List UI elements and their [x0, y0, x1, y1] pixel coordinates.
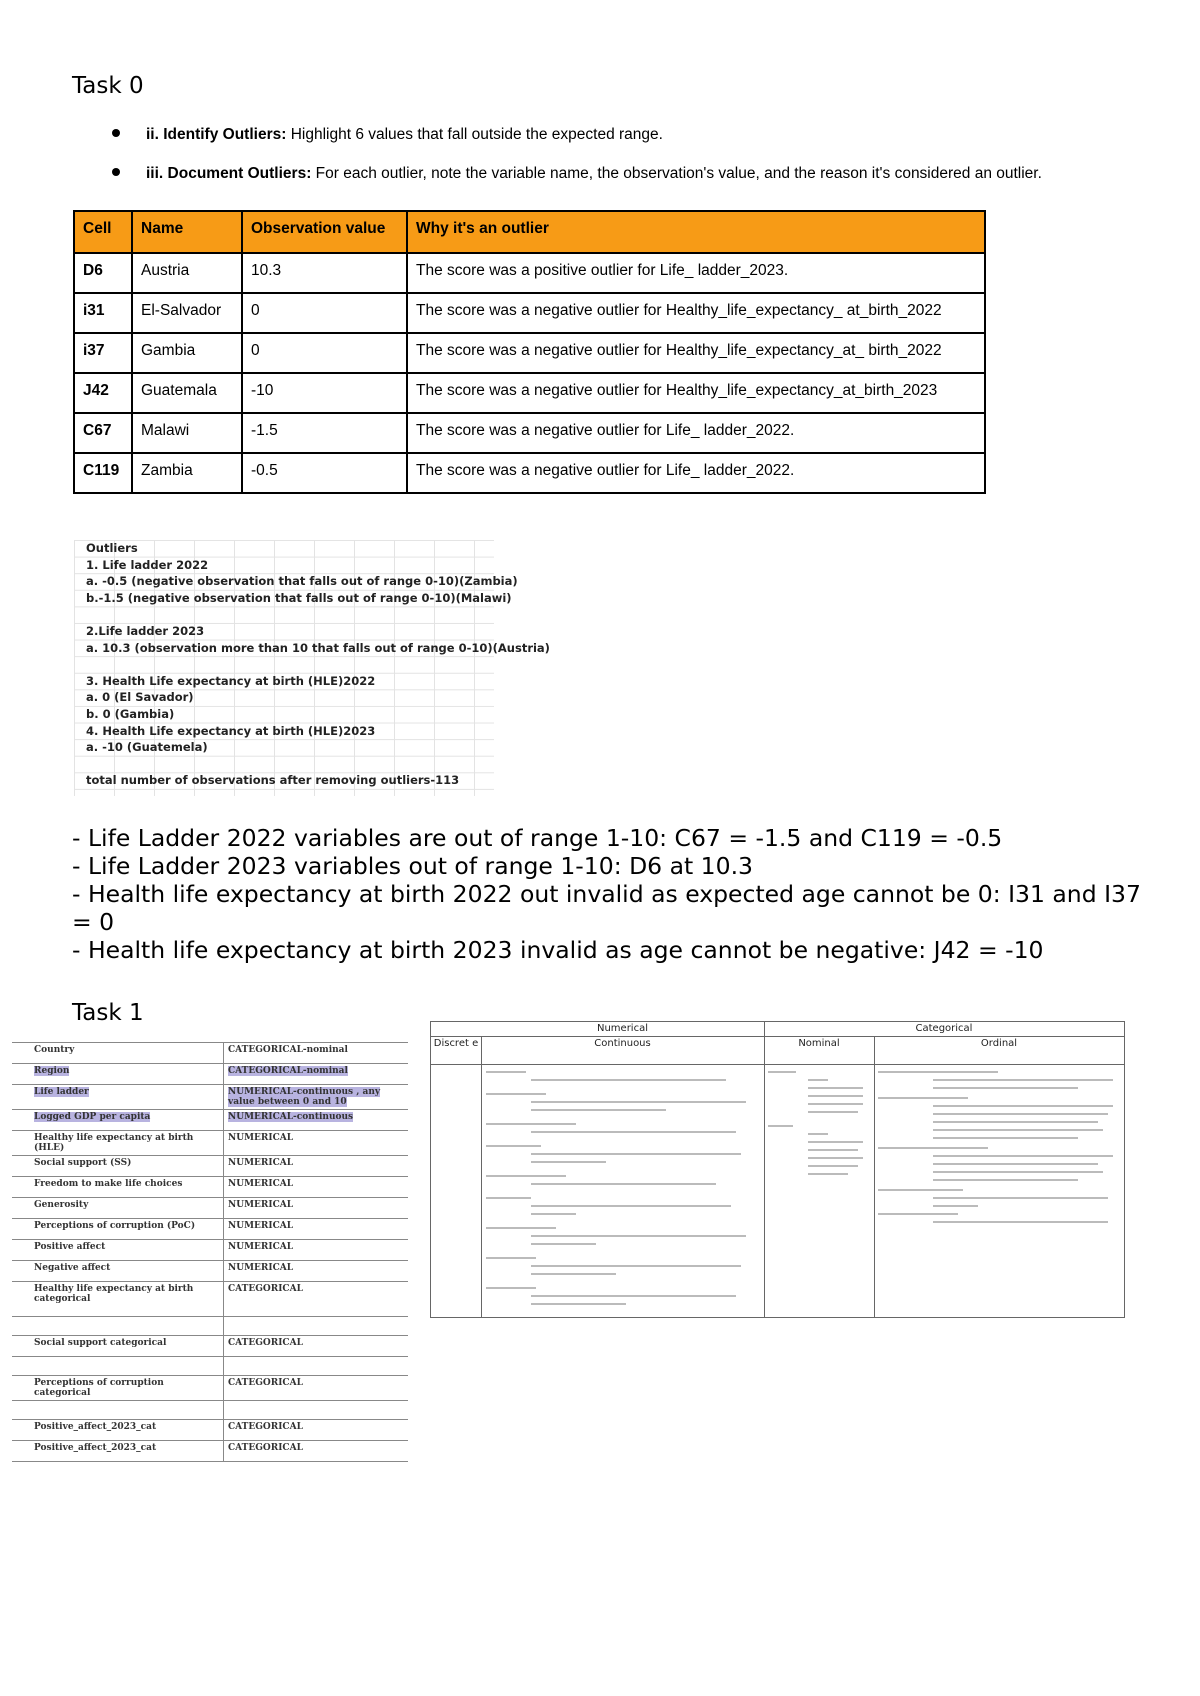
- outliers-table: [73, 210, 986, 494]
- variable-type: NUMERICAL: [228, 1200, 294, 1210]
- variable-type-cell: [224, 1282, 409, 1317]
- variable-type: CATEGORICAL: [228, 1443, 303, 1453]
- cell-ref: i37: [74, 333, 132, 373]
- variable-type-cell: [224, 1420, 409, 1441]
- bullet-identify-outliers: [96, 126, 1042, 144]
- notes-line: Outliers: [86, 541, 138, 555]
- notes-line: b.-1.5 (negative observation that falls out of range 0-10)(Malawi): [86, 590, 512, 605]
- country-name: Guatemala: [132, 373, 242, 413]
- outlier-reason: The score was a negative outlier for Healthy_life_expectancy_at_ birth_2022: [407, 333, 985, 373]
- country-name: Zambia: [132, 453, 242, 493]
- variable-name-cell: [12, 1177, 224, 1198]
- variable-type-cell: [224, 1336, 409, 1357]
- variable-name: Logged GDP per capita: [34, 1112, 151, 1122]
- table-row: [74, 293, 985, 333]
- task0-bullets: [96, 126, 1042, 204]
- grid-discrete-header: Discret e: [433, 1038, 479, 1049]
- observation-value: 0: [242, 293, 407, 333]
- variable-row: [12, 1261, 408, 1282]
- observation-value: -10: [242, 373, 407, 413]
- bullet-icon: [112, 129, 120, 137]
- outlier-reason: The score was a negative outlier for Life_ ladder_2022.: [407, 453, 985, 493]
- outlier-reason: The score was a negative outlier for Life_ ladder_2022.: [407, 413, 985, 453]
- variable-name: Healthy life expectancy at birth categorical: [34, 1284, 194, 1304]
- observation-value: 0: [242, 333, 407, 373]
- grid-continuous-header: Continuous: [594, 1038, 651, 1049]
- bullet-label: ii. Identify Outliers:: [146, 126, 287, 143]
- country-name: Malawi: [132, 413, 242, 453]
- variable-name-cell: [12, 1043, 224, 1064]
- variable-type-cell: [224, 1043, 409, 1064]
- notes-line: a. 0 (El Savador): [86, 690, 194, 705]
- variable-type: NUMERICAL: [228, 1179, 294, 1189]
- task0-heading: Task 0: [72, 73, 144, 99]
- variable-row: [12, 1420, 408, 1441]
- observation-value: 10.3: [242, 253, 407, 293]
- variable-row: [12, 1177, 408, 1198]
- variable-name: Healthy life expectancy at birth (HLE): [34, 1133, 194, 1153]
- variable-name: Negative affect: [34, 1263, 111, 1273]
- variable-classification-grid: [430, 1021, 1125, 1318]
- variable-name: Social support categorical: [34, 1338, 167, 1348]
- variable-type: NUMERICAL-continuous , any value between 0 and 10: [228, 1087, 381, 1107]
- cell-ref: i31: [74, 293, 132, 333]
- variable-name-cell: [12, 1198, 224, 1219]
- variable-name: Country: [34, 1045, 75, 1055]
- notes-line: 1. Life ladder 2022: [86, 557, 209, 572]
- summary-line: - Health life expectancy at birth 2023 invalid as age cannot be negative: J42 = -10: [72, 936, 1044, 964]
- summary-line: - Life Ladder 2023 variables out of range 1-10: D6 at 10.3: [72, 852, 754, 880]
- spacer-cell: [12, 1357, 224, 1376]
- variable-name-cell: [12, 1085, 224, 1110]
- notes-line: total number of observations after removing outliers-113: [86, 773, 460, 788]
- variable-type: CATEGORICAL: [228, 1284, 303, 1294]
- task1-heading: Task 1: [72, 1000, 144, 1026]
- table-header-row: [74, 211, 985, 253]
- variable-type-cell: [224, 1441, 409, 1462]
- variable-type: NUMERICAL: [228, 1242, 294, 1252]
- variable-row: [12, 1219, 408, 1240]
- variable-name-cell: [12, 1420, 224, 1441]
- spacer-cell: [224, 1317, 409, 1336]
- bullet-text: Highlight 6 values that fall outside the expected range.: [286, 126, 663, 143]
- bullet-text: For each outlier, note the variable name, the observation's value, and the reason it's considered an outlier.: [311, 165, 1042, 182]
- variable-row: [12, 1336, 408, 1357]
- spacer-row: [12, 1357, 408, 1376]
- notes-line: [74, 606, 494, 623]
- variable-type-cell: [224, 1240, 409, 1261]
- spacer-row: [12, 1401, 408, 1420]
- variable-name: Generosity: [34, 1200, 89, 1210]
- outliers-summary: [72, 824, 1152, 964]
- variable-name-cell: [12, 1110, 224, 1131]
- notes-line: 2.Life ladder 2023: [86, 623, 205, 638]
- notes-line: [74, 756, 494, 773]
- variable-name: Social support (SS): [34, 1158, 132, 1168]
- variable-type: CATEGORICAL-nominal: [228, 1045, 348, 1055]
- variable-type-cell: [224, 1064, 409, 1085]
- outlier-reason: The score was a negative outlier for Healthy_life_expectancy_at_birth_2023: [407, 373, 985, 413]
- variable-name-cell: [12, 1240, 224, 1261]
- variable-types-table: [12, 1042, 408, 1462]
- variable-name: Positive affect: [34, 1242, 106, 1252]
- grid-small-text-nominal: [768, 1068, 872, 1198]
- summary-line: - Life Ladder 2022 variables are out of range 1-10: C67 = -1.5 and C119 = -0.5: [72, 824, 1003, 852]
- variable-name-cell: [12, 1156, 224, 1177]
- observation-value: -1.5: [242, 413, 407, 453]
- cell-ref: D6: [74, 253, 132, 293]
- header-observation-value: Observation value: [242, 211, 407, 253]
- spacer-cell: [224, 1357, 409, 1376]
- bullet-document-outliers: [96, 165, 1042, 183]
- variable-name-cell: [12, 1131, 224, 1156]
- grid-small-text-ordinal: [878, 1068, 1122, 1228]
- variable-name-cell: [12, 1336, 224, 1357]
- variable-name: Perceptions of corruption (PoC): [34, 1221, 196, 1231]
- variable-row: [12, 1198, 408, 1219]
- table-row: [74, 253, 985, 293]
- variable-row: [12, 1085, 408, 1110]
- notes-line: 4. Health Life expectancy at birth (HLE)2023: [86, 723, 376, 738]
- variable-name: Perceptions of corruption categorical: [34, 1378, 164, 1398]
- notes-line: 3. Health Life expectancy at birth (HLE)2022: [86, 673, 376, 688]
- variable-type-cell: [224, 1198, 409, 1219]
- outlier-reason: The score was a positive outlier for Life_ ladder_2023.: [407, 253, 985, 293]
- spacer-cell: [224, 1401, 409, 1420]
- variable-row: [12, 1156, 408, 1177]
- variable-row: [12, 1043, 408, 1064]
- bullet-label: iii. Document Outliers:: [146, 165, 312, 182]
- variable-type: CATEGORICAL: [228, 1378, 303, 1388]
- variable-row: [12, 1376, 408, 1401]
- variable-name-cell: [12, 1261, 224, 1282]
- grid-nominal-header: Nominal: [798, 1038, 840, 1049]
- variable-type-cell: [224, 1376, 409, 1401]
- variable-name: Region: [34, 1066, 70, 1076]
- grid-numerical-header: Numerical: [596, 1023, 648, 1034]
- cell-ref: J42: [74, 373, 132, 413]
- notes-line: [74, 656, 494, 673]
- variable-name-cell: [12, 1282, 224, 1317]
- bullet-icon: [112, 168, 120, 176]
- variable-row: [12, 1240, 408, 1261]
- grid-small-text-continuous: [486, 1068, 756, 1308]
- variable-type-cell: [224, 1177, 409, 1198]
- variable-type-cell: [224, 1110, 409, 1131]
- variable-type-cell: [224, 1131, 409, 1156]
- variable-row: [12, 1282, 408, 1317]
- spacer-cell: [12, 1401, 224, 1420]
- grid-categorical-header: Categorical: [915, 1023, 973, 1034]
- variable-type: NUMERICAL: [228, 1158, 294, 1168]
- header-reason: Why it's an outlier: [407, 211, 985, 253]
- variable-type: NUMERICAL: [228, 1133, 294, 1143]
- variable-name: Positive_affect_2023_cat: [34, 1443, 157, 1453]
- table-row: [74, 373, 985, 413]
- notes-line: a. -10 (Guatemela): [86, 740, 208, 755]
- notes-line: b. 0 (Gambia): [86, 706, 175, 721]
- summary-line: - Health life expectancy at birth 2022 out invalid as expected age cannot be 0: I31 and I37 = 0: [72, 880, 1141, 936]
- grid-ordinal-header: Ordinal: [980, 1038, 1018, 1049]
- header-name: Name: [132, 211, 242, 253]
- variable-type: CATEGORICAL: [228, 1338, 303, 1348]
- variable-name-cell: [12, 1064, 224, 1085]
- spacer-cell: [12, 1317, 224, 1336]
- variable-type: NUMERICAL-continuous: [228, 1112, 354, 1122]
- spacer-row: [12, 1317, 408, 1336]
- variable-row: [12, 1131, 408, 1156]
- variable-row: [12, 1110, 408, 1131]
- variable-type: CATEGORICAL-nominal: [228, 1066, 348, 1076]
- outlier-reason: The score was a negative outlier for Healthy_life_expectancy_ at_birth_2022: [407, 293, 985, 333]
- variable-type: CATEGORICAL: [228, 1422, 303, 1432]
- variable-name: Life ladder: [34, 1087, 89, 1097]
- variable-type: NUMERICAL: [228, 1263, 294, 1273]
- variable-name-cell: [12, 1219, 224, 1240]
- header-cell: Cell: [74, 211, 132, 253]
- country-name: Gambia: [132, 333, 242, 373]
- variable-name-cell: [12, 1441, 224, 1462]
- variable-type-cell: [224, 1261, 409, 1282]
- table-row: [74, 453, 985, 493]
- variable-type-cell: [224, 1085, 409, 1110]
- cell-ref: C67: [74, 413, 132, 453]
- notes-line: a. -0.5 (negative observation that falls out of range 0-10)(Zambia): [86, 574, 518, 589]
- variable-type-cell: [224, 1219, 409, 1240]
- variable-type: NUMERICAL: [228, 1221, 294, 1231]
- variable-name-cell: [12, 1376, 224, 1401]
- country-name: Austria: [132, 253, 242, 293]
- variable-name: Positive_affect_2023_cat: [34, 1422, 157, 1432]
- variable-name: Freedom to make life choices: [34, 1179, 183, 1189]
- variable-row: [12, 1064, 408, 1085]
- table-row: [74, 333, 985, 373]
- table-row: [74, 413, 985, 453]
- variable-type-cell: [224, 1156, 409, 1177]
- observation-value: -0.5: [242, 453, 407, 493]
- outliers-notes-image: [74, 540, 550, 796]
- variable-row: [12, 1441, 408, 1462]
- country-name: El-Salvador: [132, 293, 242, 333]
- notes-line: a. 10.3 (observation more than 10 that falls out of range 0-10)(Austria): [86, 640, 550, 655]
- cell-ref: C119: [74, 453, 132, 493]
